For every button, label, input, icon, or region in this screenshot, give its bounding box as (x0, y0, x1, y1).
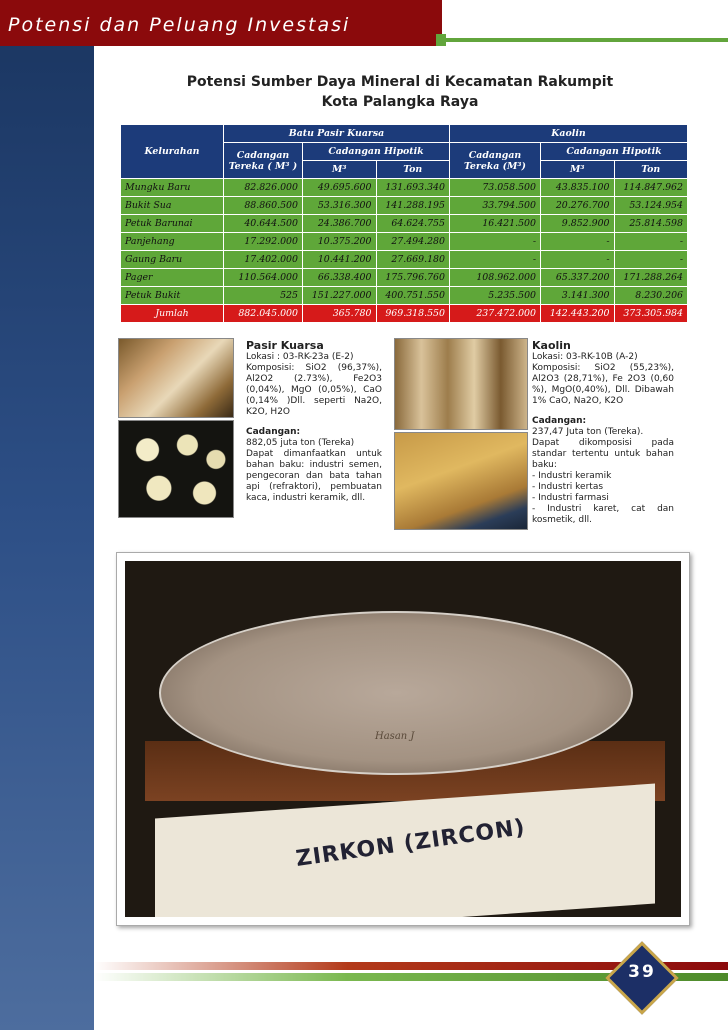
list-item: - Industri farmasi (532, 493, 674, 504)
cell-kaolin-ton: 8.230.206 (614, 287, 688, 305)
quartz-crystals-photo (118, 420, 234, 518)
cell-kaolin-tereka: - (450, 251, 541, 269)
header-title: Potensi dan Peluang Investasi (8, 14, 351, 36)
cell-pasir-m3: 66.338.400 (303, 269, 377, 287)
photo-watermark: Hasan J (375, 731, 415, 742)
kaolin-outcrop-photo (394, 338, 528, 430)
cell-kelurahan: Panjehang (121, 233, 224, 251)
cell-kaolin-tereka: 73.058.500 (450, 179, 541, 197)
cell-kelurahan: Gaung Baru (121, 251, 224, 269)
kaolin-cadangan-label: Cadangan: (532, 416, 587, 426)
cell-kelurahan: Petuk Barunai (121, 215, 224, 233)
cell-pasir-ton: 27.494.280 (376, 233, 450, 251)
cell-pasir-m3: 49.695.600 (303, 179, 377, 197)
cell-kelurahan: Petuk Bukit (121, 287, 224, 305)
th-kelurahan: Kelurahan (121, 125, 224, 179)
cell-kaolin-m3: 20.276.700 (541, 197, 615, 215)
kaolin-description (532, 340, 674, 526)
list-item: - Industri karet, cat dan kosmetik, dll. (532, 504, 674, 526)
table-row (121, 251, 688, 269)
cell-pasir-ton: 131.693.340 (376, 179, 450, 197)
cell-kaolin-ton: 171.288.264 (614, 269, 688, 287)
cell-kaolin-tereka: 33.794.500 (450, 197, 541, 215)
pasir-lokasi: Lokasi : 03-RK-23a (E-2) (246, 352, 354, 362)
cell-kaolin-ton: 53.124.954 (614, 197, 688, 215)
cell-pasir-tereka: 88.860.500 (224, 197, 303, 215)
cell-kaolin-ton: 114.847.962 (614, 179, 688, 197)
cell-pasir-m3: 24.386.700 (303, 215, 377, 233)
th-kaolin-hipotik: Cadangan Hipotik (541, 143, 688, 161)
pasir-komposisi: Komposisi: SiO2 (96,37%), Al2O2 (2.73%), Fe2O3 (0,04%), MgO (0,05%), CaO (0,14% )Dll. seperti Na2O, K2O, H2O (246, 363, 382, 417)
table-row (121, 179, 688, 197)
cell-total-pasir-ton: 969.318.550 (376, 305, 450, 323)
cell-kaolin-ton: - (614, 233, 688, 251)
cell-pasir-ton: 400.751.550 (376, 287, 450, 305)
cell-kelurahan: Bukit Sua (121, 197, 224, 215)
pasir-cadangan-value: 882,05 juta ton (Tereka) (246, 438, 355, 448)
page-number: 39 (628, 962, 656, 982)
document-title-line2: Kota Palangka Raya (321, 94, 479, 110)
cell-pasir-tereka: 82.826.000 (224, 179, 303, 197)
cell-kaolin-m3: 65.337.200 (541, 269, 615, 287)
th-kaolin-tereka: Cadangan Tereka (M³) (450, 143, 541, 179)
quartz-outcrop-photo (118, 338, 234, 418)
table-row (121, 215, 688, 233)
cell-kaolin-m3: - (541, 251, 615, 269)
cell-pasir-m3: 53.316.300 (303, 197, 377, 215)
pasir-title: Pasir Kuarsa (246, 339, 324, 352)
mineral-table (120, 124, 688, 323)
document-title (180, 72, 620, 112)
th-kaolin-ton: Ton (614, 161, 688, 179)
kaolin-uses-list (532, 471, 674, 526)
cell-kelurahan: Mungku Baru (121, 179, 224, 197)
cell-pasir-ton: 27.669.180 (376, 251, 450, 269)
list-item: - Industri kertas (532, 482, 674, 493)
pasir-cadangan-label: Cadangan: (246, 427, 301, 437)
pasir-manfaat: Dapat dimanfaatkan untuk bahan baku: industri semen, pengecoran dan bata tahan api (refraktori), pembuatan kaca, industri keramik, dll. (246, 449, 382, 503)
zircon-sand-tray (159, 611, 633, 775)
kaolin-komposisi: Komposisi: SiO2 (55,23%), Al2O3 (28,71%), Fe 2O3 (0,60 %), MgO(0,40%), Dll. Dibawah 1% CaO, Na2O, K2O (532, 363, 674, 406)
th-group-kaolin: Kaolin (450, 125, 688, 143)
cell-pasir-tereka: 17.402.000 (224, 251, 303, 269)
list-item: - Industri keramik (532, 471, 674, 482)
document-title-line1: Potensi Sumber Daya Mineral di Kecamatan Rakumpit (186, 74, 614, 90)
table-total-row (121, 305, 688, 323)
cell-total-kaolin-tereka: 237.472.000 (450, 305, 541, 323)
table-row (121, 269, 688, 287)
kaolin-manfaat: Dapat dikomposisi pada standar tertentu untuk bahan baku: (532, 438, 674, 470)
cell-total-label: Jumlah (121, 305, 224, 323)
cell-pasir-m3: 151.227.000 (303, 287, 377, 305)
cell-kelurahan: Pager (121, 269, 224, 287)
pasir-kuarsa-description (246, 340, 382, 504)
cell-kaolin-m3: 3.141.300 (541, 287, 615, 305)
info-board-title: ZIRKON (ZIRCON) (294, 815, 527, 872)
cell-pasir-tereka: 17.292.000 (224, 233, 303, 251)
kaolin-lokasi: Lokasi: 03-RK-10B (A-2) (532, 352, 638, 362)
table-row (121, 197, 688, 215)
th-pasir-m3: M³ (303, 161, 377, 179)
cell-pasir-m3: 10.441.200 (303, 251, 377, 269)
cell-pasir-ton: 175.796.760 (376, 269, 450, 287)
th-pasir-ton: Ton (376, 161, 450, 179)
cell-total-kaolin-m3: 142.443.200 (541, 305, 615, 323)
cell-kaolin-tereka: - (450, 233, 541, 251)
cell-kaolin-tereka: 5.235.500 (450, 287, 541, 305)
th-group-pasir: Batu Pasir Kuarsa (224, 125, 450, 143)
header-rule (442, 38, 728, 42)
cell-total-kaolin-ton: 373.305.984 (614, 305, 688, 323)
th-pasir-tereka: Cadangan Tereka ( M³ ) (224, 143, 303, 179)
cell-kaolin-m3: 43.835.100 (541, 179, 615, 197)
th-pasir-hipotik: Cadangan Hipotik (303, 143, 450, 161)
left-sidebar-band (0, 0, 94, 1030)
cell-kaolin-ton: - (614, 251, 688, 269)
cell-kaolin-tereka: 108.962.000 (450, 269, 541, 287)
cell-kaolin-ton: 25.814.598 (614, 215, 688, 233)
cell-total-pasir-m3: 365.780 (303, 305, 377, 323)
kaolin-deposit-photo (394, 432, 528, 530)
kaolin-cadangan-value: 237,47 Juta ton (Tereka). (532, 427, 644, 437)
header-banner (0, 0, 442, 46)
table-row (121, 287, 688, 305)
cell-pasir-ton: 64.624.755 (376, 215, 450, 233)
cell-pasir-m3: 10.375.200 (303, 233, 377, 251)
zircon-photo-frame (116, 552, 690, 926)
cell-total-pasir-tereka: 882.045.000 (224, 305, 303, 323)
cell-pasir-ton: 141.288.195 (376, 197, 450, 215)
table-row (121, 233, 688, 251)
cell-pasir-tereka: 525 (224, 287, 303, 305)
cell-pasir-tereka: 110.564.000 (224, 269, 303, 287)
zircon-photo (125, 561, 681, 917)
cell-kaolin-m3: - (541, 233, 615, 251)
cell-pasir-tereka: 40.644.500 (224, 215, 303, 233)
th-kaolin-m3: M³ (541, 161, 615, 179)
cell-kaolin-m3: 9.852.900 (541, 215, 615, 233)
cell-kaolin-tereka: 16.421.500 (450, 215, 541, 233)
kaolin-title: Kaolin (532, 339, 571, 352)
